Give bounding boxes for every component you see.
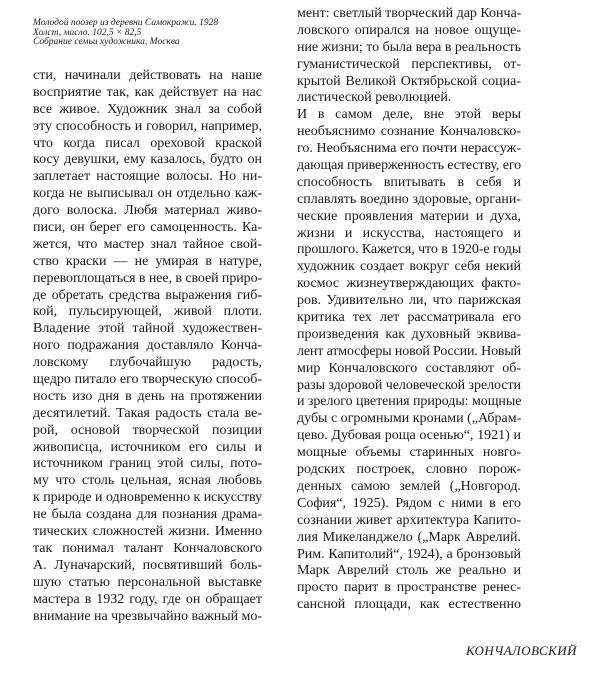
- text-line: ность изо дня в день на протяжении: [33, 388, 262, 404]
- text-line: восприятие так, как действует на нас: [33, 84, 262, 100]
- text-line: жется, что мастер знал тайное свой-: [33, 236, 262, 252]
- text-line: разы здоровой человеческой зрелости: [297, 377, 521, 393]
- text-line: мастера в 1932 году, где он обращает: [33, 591, 262, 607]
- text-line: ние жизни; то была вера в реальность: [297, 39, 521, 55]
- text-line: все живое. Художник знал за собой: [33, 101, 262, 117]
- text-line: писи, он берег его самоценность. Ка-: [33, 220, 262, 236]
- text-line: Рим. Капитолий“, 1924), а бронзовый: [297, 546, 521, 562]
- text-line: листической революцией.: [297, 90, 452, 106]
- text-line: го. Необъяснима его почти нерассуж-: [297, 141, 521, 157]
- text-line: лент атмосферы новой России. Новый: [297, 343, 521, 359]
- text-line: просто парит в пространстве ренес-: [297, 580, 521, 596]
- text-line: де обретать средства выражения гиб-: [33, 287, 262, 303]
- text-line: произведения как духовный эквива-: [297, 326, 521, 342]
- text-line: цево. Дубовая роща осенью“, 1921) и: [297, 428, 521, 444]
- text-line: дающая приверженность естеству, его: [297, 158, 521, 174]
- text-line: Марк Аврелий столь же реально и: [297, 563, 521, 579]
- text-line: родских построек, словно порож-: [297, 462, 521, 478]
- text-line: жизни и искусства, настоящего и: [297, 225, 521, 241]
- text-line: София“, 1925). Рядом с ними в его: [297, 495, 521, 511]
- text-line: му что столь цельная, ясная любовь: [33, 473, 262, 489]
- text-line: денных самою землей („Новгород.: [297, 478, 521, 494]
- left-text-column: [33, 68, 262, 625]
- text-line: шую статью персональной выставке: [33, 574, 262, 590]
- text-line: сплавлять воедино здоровые, органи-: [297, 191, 521, 207]
- text-line: критика тех лет рассматривала его: [297, 310, 521, 326]
- text-line: что когда писал ореховой краской: [33, 135, 262, 151]
- text-line: А. Луначарский, посвятивший боль-: [33, 557, 262, 573]
- text-line: ров. Удивительно ли, что парижская: [297, 293, 521, 309]
- text-line: перевоплощаться в нее, в своей приро-: [33, 270, 263, 286]
- text-line: космос жизнеутверждающих факто-: [297, 276, 521, 292]
- text-line: Владение этой тайной художествен-: [33, 321, 262, 337]
- text-line: так понимал талант Кончаловского: [33, 540, 262, 556]
- text-line: когда не выписывал он отдельно каж-: [33, 186, 262, 202]
- running-footer-title: КОНЧАЛОВСКИЙ: [466, 643, 578, 658]
- text-line: мощные объемы старинных новго-: [297, 445, 521, 461]
- text-line: живописца, источником его силы и: [33, 439, 262, 455]
- text-line: дубы с огромными кронами („Абрам-: [297, 411, 522, 427]
- text-line: эту способность и говорил, например,: [33, 118, 262, 134]
- text-line: десятилетий. Такая радость стала ве-: [33, 405, 262, 421]
- text-line: косу девушки, ему казалось, будто он: [33, 152, 262, 168]
- text-line: не была создана для познания драма-: [33, 507, 262, 523]
- caption-title: Молодой поозер из деревни Самокражи. 1928: [33, 18, 219, 28]
- text-line: источником границ этой силы, пото-: [33, 456, 262, 472]
- text-line: ческие проявления материи и духа,: [297, 208, 521, 224]
- text-line: к природе и одновременно к искусству: [33, 490, 262, 506]
- caption-collection: Собрание семьи художника, Москва: [33, 37, 180, 48]
- illustration-caption: [33, 19, 218, 48]
- text-line: сти, начинали действовать на наше: [33, 68, 262, 83]
- text-line: и зрелого цветения природы: мощные: [297, 394, 522, 410]
- text-line: прошлого. Кажется, что в 1920-е годы: [297, 242, 522, 258]
- text-line: кой, пульсирующей, живой плоти.: [33, 304, 262, 320]
- text-line: необъяснимо сознание Кончаловско-: [297, 124, 521, 140]
- text-line: способность впитывать в себя и: [297, 174, 521, 190]
- text-line: крытой Великой Октябрьской социа-: [297, 73, 521, 89]
- text-line: тических сложностей жизни. Именно: [33, 524, 262, 540]
- text-line: заплетает настоящие волосы. Но ни-: [33, 169, 262, 185]
- text-line: мент: светлый творческий дар Конча-: [297, 6, 522, 21]
- text-line: внимание на чрезвычайно важный мо-: [33, 608, 262, 624]
- text-line: ловскому глубочайшую радость,: [33, 355, 262, 371]
- caption-medium: Холст, масло. 102,5 × 82,5: [33, 27, 142, 38]
- text-line: дого волоска. Любя материал живо-: [33, 203, 262, 219]
- text-line: сансной площади, как естественно: [297, 597, 521, 613]
- text-line: ловского опирался на новое ощуще-: [297, 22, 521, 38]
- text-line: И в самом деле, вне этой веры: [297, 107, 521, 123]
- text-line: лия Микеланджело („Марк Аврелий.: [297, 529, 521, 545]
- text-line: художник создает вокруг себя некий: [297, 259, 521, 275]
- text-line: ство краски — не умирая в натуре,: [33, 253, 262, 269]
- text-line: сознании живет архитектура Капито-: [297, 512, 521, 528]
- text-line: ного подражания доставляло Конча-: [33, 338, 262, 354]
- right-text-column: [297, 6, 521, 614]
- text-line: гуманистической перспективы, от-: [297, 56, 521, 72]
- text-line: щедро питало его творческую способ-: [33, 372, 262, 388]
- text-line: рой, основой творческой позиции: [33, 422, 262, 438]
- text-line: мир Кончаловского составляют об-: [297, 360, 521, 376]
